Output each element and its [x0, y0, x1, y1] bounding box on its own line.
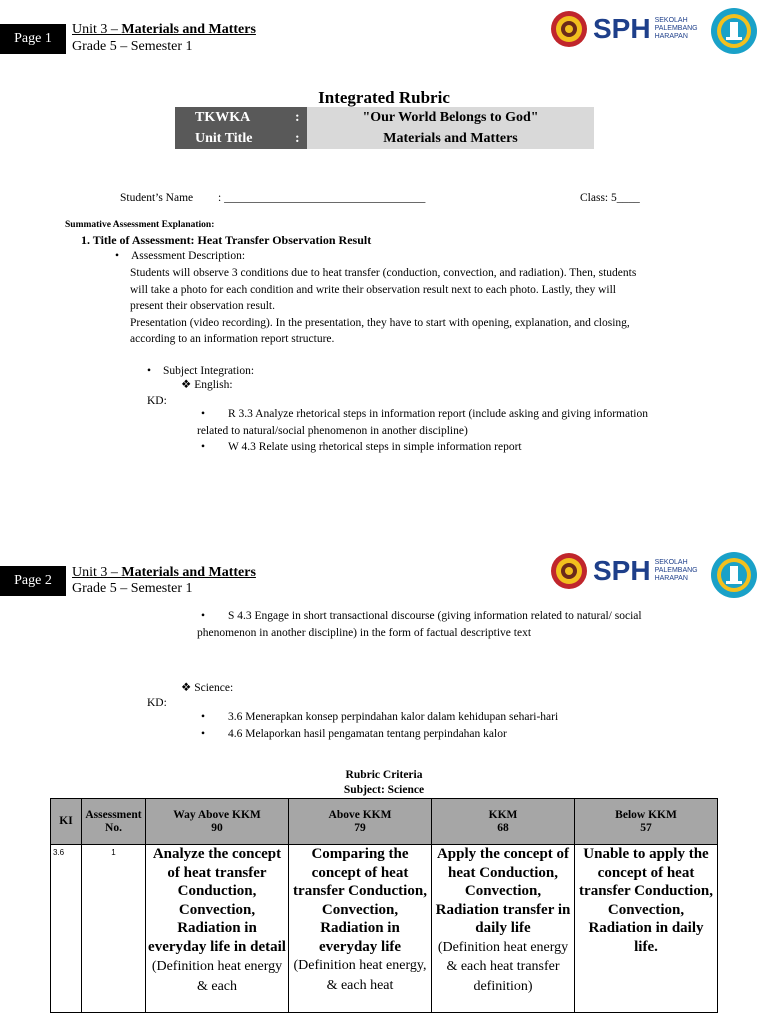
school-logo-2 — [549, 552, 698, 590]
page-1-label: Page 1 — [14, 31, 52, 46]
subject-integration-label: • Subject Integration: — [147, 365, 255, 377]
unit-heading: Unit 3 – Materials and Matters — [72, 22, 256, 37]
assessment-description: Students will observe 3 conditions due to heat transfer (conduction, convection, and radiation). Then, students will take a photo for each condition and write their observation result next to each photo. Lastly, they will present their observation result. Presentation (video recording). In the presentation, they have to start with opening, explanation, and closing, according to an information report structure. — [130, 267, 637, 345]
student-name-label: Student’s Name — [120, 192, 194, 204]
school-badge-icon — [710, 5, 758, 57]
below-kkm-header: Below KKM 57 — [575, 799, 718, 845]
english-kd-list-2: • S 4.3 Engage in short transactional discourse (giving information related to natural/ social phenomenon in another discipline) in the form of factual descriptive text — [197, 610, 642, 639]
crest-icon — [549, 552, 589, 590]
rubric-table — [50, 798, 718, 1013]
class-label: Class: 5____ — [580, 192, 640, 204]
above-kkm-cell: Comparing the concept of heat transfer Conduction, Convection, Radiation in everyday life (Definition heat energy, & each heat — [289, 845, 432, 1013]
unit-title-value: Materials and Matters — [307, 128, 594, 149]
kd-label-science: KD: — [147, 697, 167, 709]
science-kd-list: • 3.6 Menerapkan konsep perpindahan kalor dalam kehidupan sehari-hari • 4.6 Melaporkan hasil pengamatan tentang perpindahan kalor — [201, 711, 559, 740]
science-label: ❖ Science: — [181, 682, 234, 694]
kkm-cell: Apply the concept of heat Conduction, Convection, Radiation transfer in daily life (Definition heat energy & each heat transfer definition) — [432, 845, 575, 1013]
english-kd-list: • R 3.3 Analyze rhetorical steps in information report (include asking and giving information related to natural/social phenomenon in another discipline) • W 4.3 Relate using rhetorical steps in simple information report — [197, 408, 648, 453]
brand-subtitle: SEKOLAH PALEMBANG HARAPAN — [654, 17, 698, 40]
way-above-kkm-cell: Analyze the concept of heat transfer Conduction, Convection, Radiation in everyday life in detail (Definition heat energy & each — [146, 845, 289, 1013]
brand-subtitle: SEKOLAH PALEMBANG HARAPAN — [654, 559, 698, 582]
page-1-tab — [0, 24, 66, 54]
ki-cell: 3.6 — [51, 845, 82, 1013]
rubric-heading — [0, 768, 768, 798]
kkm-header: KKM 68 — [432, 799, 575, 845]
rubric-title: Rubric Criteria — [345, 769, 423, 781]
above-kkm-header: Above KKM 79 — [289, 799, 432, 845]
assessment-description-label: • Assessment Description: — [115, 250, 246, 262]
english-label: ❖ English: — [181, 379, 233, 391]
document-title: Integrated Rubric — [318, 88, 450, 107]
ki-header: KI — [51, 799, 82, 845]
tkwka-value: "Our World Belongs to God" — [307, 107, 594, 128]
summative-heading: Summative Assessment Explanation: — [65, 220, 215, 230]
table-row — [51, 845, 718, 1013]
grade-label: Grade 5 – Semester 1 — [72, 39, 193, 54]
page-2-tab — [0, 566, 66, 596]
tkwka-key: TKWKA — [175, 107, 295, 128]
school-logo — [549, 10, 698, 48]
assessment-title: 1. Title of Assessment: Heat Transfer Observation Result — [81, 233, 372, 247]
brand-text: SPH — [593, 555, 651, 586]
unit-heading-2: Unit 3 – Materials and Matters — [72, 565, 256, 580]
crest-icon — [549, 10, 589, 48]
rubric-header-row — [51, 799, 718, 845]
way-above-kkm-header: Way Above KKM 90 — [146, 799, 289, 845]
below-kkm-cell: Unable to apply the concept of heat transfer Conduction, Convection, Radiation in daily life. — [575, 845, 718, 1013]
assessment-no-header: Assessment No. — [82, 799, 146, 845]
student-name-line: : ___________________________________ — [218, 192, 426, 204]
rubric-subject: Subject: Science — [343, 784, 425, 796]
brand-text: SPH — [593, 13, 651, 44]
kd-label-english: KD: — [147, 395, 167, 407]
grade-label-2: Grade 5 – Semester 1 — [72, 581, 193, 596]
tkwka-table: TKWKA : "Our World Belongs to God" Unit Title : Materials and Matters — [175, 107, 594, 149]
school-badge-icon — [710, 547, 758, 603]
unit-title-key: Unit Title — [175, 128, 295, 149]
assessment-no-cell: 1 — [82, 845, 146, 1013]
page-2-label: Page 2 — [14, 573, 52, 588]
